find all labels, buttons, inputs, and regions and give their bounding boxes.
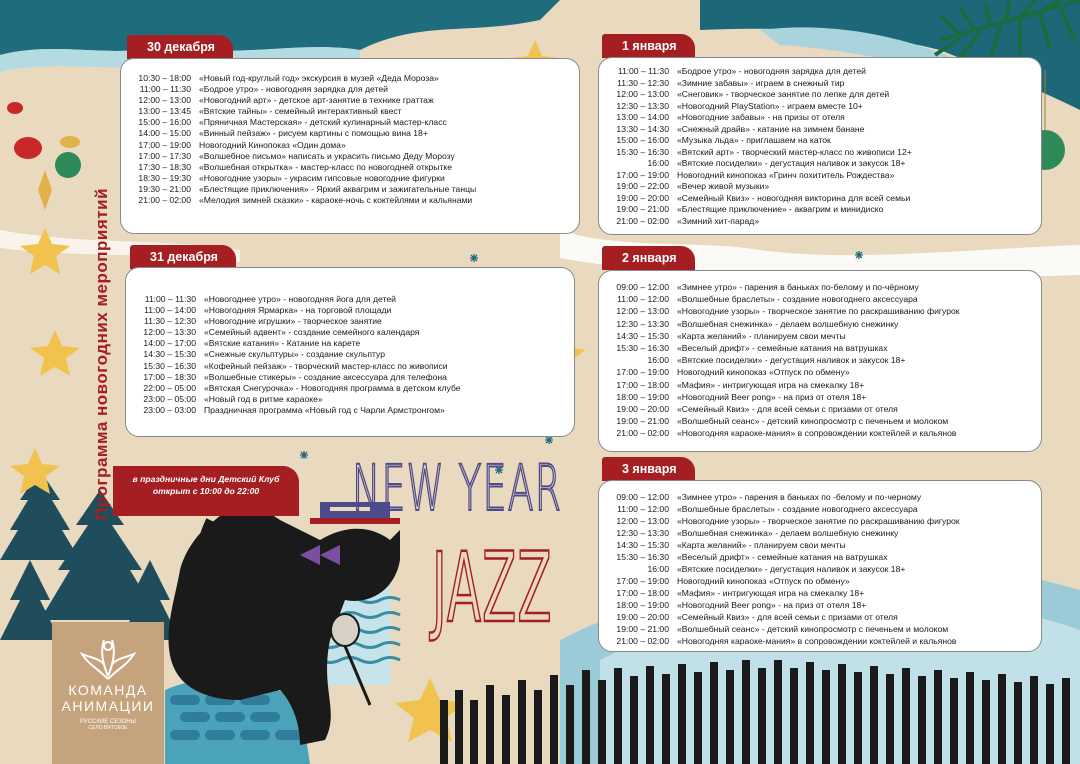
event-title: «Снежный драйв» - катание на зимнем банане [677, 123, 865, 134]
day-tab-0: 30 декабря [127, 35, 233, 59]
logo-line-1: КОМАНДА [68, 682, 148, 698]
event-title: «Новогодняя Ярмарка» - на торговой площади [204, 305, 392, 316]
event-title: «Вятские посиделки» - дегустация наливок и закусок 18+ [677, 158, 906, 168]
event-title: «Вятские катания» - Катание на карете [204, 338, 361, 349]
event-list-3 [609, 281, 1031, 440]
event-time: 12:00 – 13:00 [616, 516, 669, 526]
event-title: «Волшебные браслеты» - создание новогоднего аксессуара [677, 504, 918, 514]
event-time: 14:30 – 15:30 [143, 349, 196, 360]
jazz-heading: JAZZ [432, 532, 553, 644]
event-row [609, 181, 1031, 193]
event-title: «Новый год-круглый год» экскурсия в музей «Деда Мороза» [199, 73, 439, 83]
kids-club-note: в праздничные дни Детский Клуб открыт с 10:00 до 22:00 [113, 466, 299, 516]
event-time: 13:00 – 14:00 [616, 112, 669, 122]
event-row [609, 147, 1031, 159]
event-row [609, 89, 1031, 101]
event-row [131, 195, 569, 206]
event-row [136, 372, 564, 383]
event-title: «Волшебный сеанс» - детский кинопросмотр с печеньем и молоком [677, 624, 949, 634]
event-row [609, 527, 1031, 539]
event-title: «Вятский арт» - творческий мастер-класс по живописи 12+ [677, 146, 912, 157]
event-row [136, 349, 564, 360]
event-row [609, 354, 1031, 366]
day-tab-3: 2 января [602, 246, 695, 270]
event-row [136, 361, 564, 372]
event-title: «Волшебная открытка» - мастер-класс по новогодней открытке [199, 161, 453, 172]
event-time: 18:30 – 19:30 [138, 172, 191, 183]
event-row [609, 366, 1031, 378]
event-title: «Пряничная Мастерская» - детский кулинарный мастер-класс [199, 117, 447, 128]
event-time: 17:30 – 18:30 [138, 161, 191, 172]
event-time: 14:00 – 17:00 [143, 338, 196, 349]
event-title: «Бодрое утро» - новогодняя зарядка для детей [199, 84, 388, 95]
event-time: 12:00 – 13:30 [143, 327, 196, 338]
event-time: 11:00 – 11:30 [144, 294, 196, 304]
event-title: «Зимнее утро» - парения в баньках по -белому и по-черному [677, 492, 922, 502]
event-row [131, 95, 569, 106]
event-time: 18:00 – 19:00 [616, 391, 669, 402]
event-row [609, 623, 1031, 635]
event-list-2 [609, 66, 1031, 227]
event-time: 13:30 – 14:30 [616, 123, 669, 134]
event-title: «Вятские тайны» - семейный интерактивный квест [199, 106, 402, 117]
event-title: «Семейный Квиз» - для всей семьи с призами от отеля [677, 612, 898, 622]
event-time: 21:00 – 02:00 [616, 636, 669, 646]
event-time: 18:00 – 19:00 [616, 600, 669, 610]
event-row [609, 318, 1031, 330]
event-row [609, 66, 1031, 78]
event-time: 22:00 – 05:00 [143, 382, 196, 393]
event-row [136, 405, 564, 416]
event-title: «Карта желаний» - планируем свои мечты [677, 330, 846, 341]
event-list-1 [136, 294, 564, 416]
event-row [609, 193, 1031, 205]
event-row [609, 415, 1031, 427]
event-time: 23:00 – 05:00 [143, 393, 196, 404]
logo-line-4: СЕЛО ВЯТСКОЕ [88, 725, 128, 731]
event-row [609, 135, 1031, 147]
day-tab-4: 3 января [602, 457, 695, 481]
event-time: 12:00 – 13:00 [616, 306, 669, 317]
event-title: «Снежные скульптуры» - создание скульптур [204, 349, 386, 360]
event-time: 21:00 – 02:00 [138, 195, 191, 206]
event-title: «Новогодний PlayStation» - играем вместе 10+ [677, 100, 863, 111]
event-time: 12:30 – 13:30 [616, 100, 669, 111]
event-title: Новогодний Кинопоказ «Один дома» [199, 139, 346, 150]
event-row [131, 84, 569, 95]
event-time: 11:00 – 11:30 [617, 66, 669, 76]
event-time: 11:00 – 12:00 [617, 294, 669, 305]
event-time: 10:30 – 18:00 [138, 73, 191, 83]
event-row [609, 216, 1031, 228]
event-title: «Новогодние узоры» - творческое занятие по раскрашиванию фигурок [677, 306, 960, 317]
event-title: «Зимние забавы» - играем в снежный тир [677, 77, 845, 88]
event-row [609, 403, 1031, 415]
event-time: 11:30 – 12:30 [617, 77, 669, 88]
event-title: Праздничная программа «Новый год с Чарли Армстронгом» [204, 404, 445, 415]
event-row [609, 158, 1031, 170]
event-time: 21:00 – 02:00 [616, 215, 669, 226]
event-time: 15:30 – 16:30 [616, 552, 669, 562]
event-row [609, 427, 1031, 439]
event-row [609, 293, 1031, 305]
event-row [131, 173, 569, 184]
event-title: «Волшебная снежинка» - делаем волшебную снежинку [677, 528, 899, 538]
event-row [131, 73, 569, 84]
event-row [609, 491, 1031, 503]
logo-line-2: АНИМАЦИИ [61, 698, 155, 714]
event-title: «Карта желаний» - планируем свои мечты [677, 540, 846, 550]
event-row [609, 330, 1031, 342]
event-row [136, 294, 564, 305]
event-time: 11:00 – 14:00 [144, 305, 196, 316]
event-time: 17:00 – 19:00 [616, 367, 669, 378]
event-title: «Мелодия зимней сказки» - караоке-ночь с коктейлями и кальянами [199, 195, 473, 206]
event-time: 16:00 [647, 564, 669, 574]
event-time: 17:00 – 19:00 [138, 139, 191, 150]
event-title: «Новогодний Beer pong» - на приз от отеля 18+ [677, 600, 867, 610]
event-time: 17:00 – 19:00 [616, 169, 669, 180]
event-title: «Новогодняя караоке-мания» в сопровождении коктейлей и кальянов [677, 428, 957, 439]
day-card-3 [598, 270, 1042, 452]
event-row [136, 338, 564, 349]
event-time: 12:30 – 13:30 [616, 318, 669, 329]
event-list-4 [609, 491, 1031, 647]
day-card-4 [598, 480, 1042, 652]
event-row [609, 170, 1031, 182]
event-time: 19:00 – 21:00 [616, 416, 669, 427]
event-row [609, 101, 1031, 113]
event-row [609, 305, 1031, 317]
event-row [609, 635, 1031, 647]
phoenix-icon [78, 634, 138, 684]
event-row [136, 383, 564, 394]
event-time: 09:00 – 12:00 [616, 282, 669, 292]
event-title: «Блестящие приключения» - Яркий аквагрим и зажигательные танцы [199, 183, 477, 194]
day-card-1 [125, 267, 575, 437]
event-time: 14:30 – 15:30 [616, 330, 669, 341]
event-row [131, 106, 569, 117]
event-title: «Вечер живой музыки» [677, 181, 770, 191]
event-title: «Семейный адвент» - создание семейного календаря [204, 327, 420, 338]
event-title: «Волшебная снежинка» - делаем волшебную снежинку [677, 318, 899, 329]
event-time: 19:00 – 21:00 [616, 204, 669, 214]
event-title: «Музыка льда» - приглашаем на каток [677, 135, 831, 145]
event-row [609, 515, 1031, 527]
event-row [609, 124, 1031, 136]
event-row [609, 204, 1031, 216]
event-title: «Блестящие приключение» - аквагрим и минидиско [677, 204, 884, 214]
event-row [609, 551, 1031, 563]
event-time: 15:00 – 16:00 [138, 117, 191, 128]
event-row [131, 162, 569, 173]
event-title: «Мафия» - интригующая игра на смекалку 18+ [677, 379, 865, 390]
event-row [136, 305, 564, 316]
event-time: 16:00 [647, 355, 669, 366]
logo-line-3: РУССКИЕ СЕЗОНЫ [80, 719, 136, 725]
event-row [609, 539, 1031, 551]
event-title: «Новогоднее утро» - новогодняя йога для детей [204, 294, 396, 304]
event-title: «Новогодняя караоке-мания» в сопровождении коктейлей и кальянов [677, 636, 957, 646]
event-title: «Новогодние игрушки» - творческое занятие [204, 316, 382, 327]
event-time: 11:00 – 11:30 [139, 84, 191, 95]
event-row [136, 327, 564, 338]
event-time: 12:00 – 13:00 [138, 95, 191, 106]
event-title: Новогодний кинопоказ «Отпуск по обмену» [677, 576, 850, 586]
event-time: 12:30 – 13:30 [616, 528, 669, 538]
event-title: «Семейный Квиз» - новогодняя викторина для всей семьи [677, 192, 911, 203]
event-title: Новогодний кинопоказ «Гринч похититель Рождества» [677, 169, 895, 180]
event-row [609, 599, 1031, 611]
event-row [136, 394, 564, 405]
event-row [131, 184, 569, 195]
event-row [609, 587, 1031, 599]
event-row [609, 78, 1031, 90]
event-title: «Бодрое утро» - новогодняя зарядка для детей [677, 66, 866, 76]
event-time: 21:00 – 02:00 [616, 428, 669, 439]
event-time: 13:00 – 13:45 [138, 106, 191, 117]
day-card-0 [120, 58, 580, 234]
new-year-heading: NEW YEAR [352, 452, 563, 525]
event-list-0 [131, 73, 569, 206]
event-title: «Зимний хит-парад» [677, 215, 760, 226]
event-row [131, 117, 569, 128]
event-title: «Новый год в ритме караоке» [204, 393, 323, 404]
event-title: «Волшебный сеанс» - детский кинопросмотр с печеньем и молоком [677, 416, 949, 427]
event-time: 19:00 – 22:00 [616, 181, 669, 191]
event-time: 15:30 – 16:30 [143, 360, 196, 371]
event-time: 17:00 – 18:00 [616, 379, 669, 390]
event-title: «Новогодний арт» - детское арт-занятие в технике граттаж [199, 95, 434, 106]
day-tab-2: 1 января [602, 34, 695, 58]
event-row [609, 563, 1031, 575]
event-title: «Новогодний Beer pong» - на приз от отеля 18+ [677, 391, 867, 402]
event-row [609, 611, 1031, 623]
event-row [609, 112, 1031, 124]
event-title: «Новогодние забавы» - на призы от отеля [677, 112, 845, 122]
animation-team-logo [52, 622, 164, 764]
event-time: 17:00 – 17:30 [138, 150, 191, 161]
event-time: 16:00 [647, 158, 669, 168]
event-row [131, 128, 569, 139]
event-time: 17:00 – 19:00 [616, 576, 669, 586]
program-title: Программа новогодних мероприятий [92, 187, 111, 520]
event-time: 19:00 – 20:00 [616, 192, 669, 203]
event-row [131, 140, 569, 151]
event-time: 19:00 – 20:00 [616, 404, 669, 415]
event-time: 19:00 – 20:00 [616, 612, 669, 622]
event-time: 17:00 – 18:00 [616, 588, 669, 598]
event-title: «Вятские посиделки» - дегустация наливок и закусок 18+ [677, 355, 906, 366]
event-title: «Волшебные браслеты» - создание новогоднего аксессуара [677, 294, 918, 305]
event-row [609, 342, 1031, 354]
event-row [609, 379, 1031, 391]
event-time: 11:30 – 12:30 [144, 316, 196, 327]
event-title: «Мафия» - интригующая игра на смекалку 18+ [677, 588, 865, 598]
event-title: Новогодний кинопоказ «Отпуск по обмену» [677, 367, 850, 378]
event-time: 14:30 – 15:30 [616, 540, 669, 550]
event-title: «Снеговик» - творческое занятие по лепке для детей [677, 89, 890, 99]
event-row [609, 503, 1031, 515]
event-time: 09:00 – 12:00 [616, 492, 669, 502]
event-time: 15:00 – 16:00 [616, 135, 669, 145]
event-title: «Веселый дрифт» - семейные катания на ватрушках [677, 552, 888, 562]
event-title: «Новогодние узоры» - творческое занятие по раскрашиванию фигурок [677, 516, 960, 526]
event-title: «Вятские посиделки» - дегустация наливок и закусок 18+ [677, 564, 906, 574]
event-title: «Вятская Снегурочка» - Новогодняя программа в детском клубе [204, 382, 461, 393]
event-title: «Волшебные стикеры» - создание аксессуара для телефона [204, 371, 447, 382]
day-tab-1: 31 декабря [130, 245, 236, 269]
event-row [131, 151, 569, 162]
event-title: «Семейный Квиз» - для всей семьи с призами от отеля [677, 404, 898, 415]
event-title: «Зимнее утро» - парения в баньках по-белому и по-чёрному [677, 282, 919, 292]
event-title: «Веселый дрифт» - семейные катания на ватрушках [677, 343, 888, 354]
event-title: «Новогодние узоры» - украсим гипсовые новогодние фигурки [199, 172, 445, 183]
event-title: «Кофейный пейзаж» - творческий мастер-класс по живописи [204, 360, 448, 371]
event-time: 11:00 – 12:00 [617, 504, 669, 514]
event-row [136, 316, 564, 327]
event-time: 12:00 – 13:00 [616, 89, 669, 99]
event-time: 19:00 – 21:00 [616, 624, 669, 634]
event-row [609, 281, 1031, 293]
event-time: 19:30 – 21:00 [138, 183, 191, 194]
event-time: 15:30 – 16:30 [616, 146, 669, 157]
event-time: 15:30 – 16:30 [616, 343, 669, 354]
event-time: 23:00 – 03:00 [143, 404, 196, 415]
day-card-2 [598, 57, 1042, 235]
event-row [609, 575, 1031, 587]
event-title: «Винный пейзаж» - рисуем картины с помощью вина 18+ [199, 128, 428, 139]
event-time: 17:00 – 18:30 [143, 371, 196, 382]
event-time: 14:00 – 15:00 [138, 128, 191, 139]
event-row [609, 391, 1031, 403]
event-title: «Волшебное письмо» написать и украсить письмо Деду Морозу [199, 150, 455, 161]
